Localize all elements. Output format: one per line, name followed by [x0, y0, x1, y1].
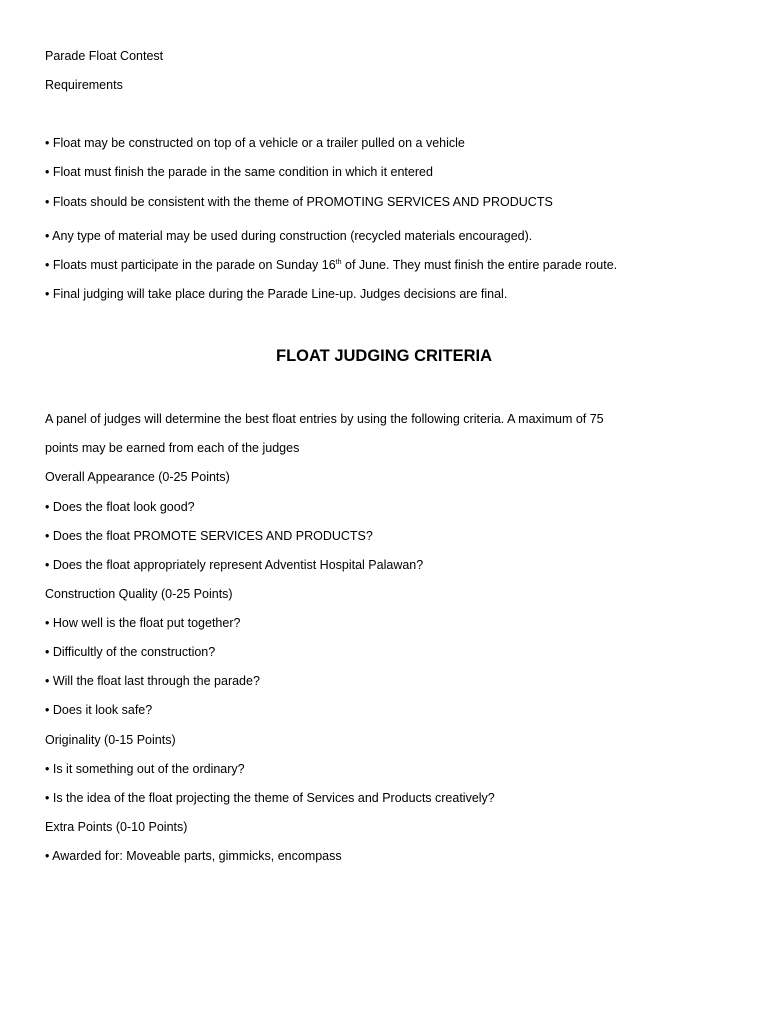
requirement-item: • Floats should be consistent with the theme of PROMOTING SERVICES AND PRODUCTS [45, 195, 553, 209]
criteria-intro: A panel of judges will determine the best float entries by using the following criteria. A maximum of 75 [45, 412, 604, 426]
section-title-construction-quality: Construction Quality (0-25 Points) [45, 587, 233, 601]
requirement-text-start: • Floats must participate in the parade on Sunday 16 [45, 258, 336, 272]
section-title-extra-points: Extra Points (0-10 Points) [45, 820, 188, 834]
criteria-item: • Will the float last through the parade? [45, 674, 260, 688]
document-subtitle: Requirements [45, 78, 123, 92]
criteria-item: • Does it look safe? [45, 703, 153, 717]
criteria-item: • Is the idea of the float projecting the theme of Services and Products creatively? [45, 791, 495, 805]
document-title: Parade Float Contest [45, 49, 164, 63]
section-title-overall-appearance: Overall Appearance (0-25 Points) [45, 470, 230, 484]
criteria-intro: points may be earned from each of the judges [45, 441, 300, 455]
requirement-item: • Float may be constructed on top of a vehicle or a trailer pulled on a vehicle [45, 136, 465, 150]
requirement-item: • Final judging will take place during the Parade Line-up. Judges decisions are final. [45, 287, 508, 301]
criteria-item: • Does the float PROMOTE SERVICES AND PRODUCTS? [45, 529, 373, 543]
criteria-heading: FLOAT JUDGING CRITERIA [275, 347, 493, 365]
criteria-item: • Is it something out of the ordinary? [45, 762, 245, 776]
criteria-item: • Awarded for: Moveable parts, gimmicks, encompass [45, 849, 342, 863]
requirement-item [45, 257, 617, 273]
date-ordinal-suffix: th [335, 258, 342, 266]
criteria-item: • Does the float appropriately represent Adventist Hospital Palawan? [45, 558, 424, 572]
requirement-item: • Any type of material may be used during construction (recycled materials encouraged). [45, 229, 533, 243]
section-title-originality: Originality (0-15 Points) [45, 733, 176, 747]
requirement-text-end: of June. They must finish the entire parade route. [341, 258, 618, 272]
criteria-item: • How well is the float put together? [45, 616, 241, 630]
requirement-item: • Float must finish the parade in the same condition in which it entered [45, 165, 433, 179]
criteria-item: • Difficultly of the construction? [45, 645, 216, 659]
criteria-item: • Does the float look good? [45, 500, 195, 514]
